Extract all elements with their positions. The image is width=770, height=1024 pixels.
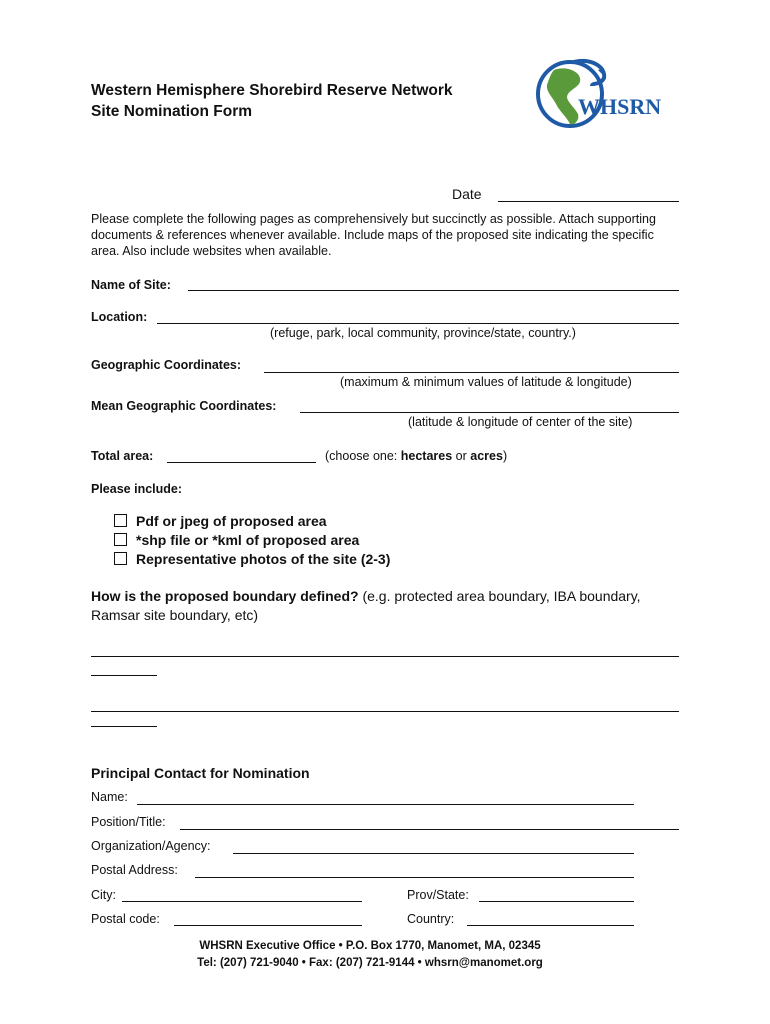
contact-prov-state-field[interactable] <box>479 901 634 902</box>
include-item-label: Representative photos of the site (2-3) <box>136 551 391 567</box>
intro-text: Please complete the following pages as comprehensively but succinctly as possible. Attach supporting documents & references whenever available. Include maps of the proposed site indicating the specific area. Also include websites when available. <box>91 212 656 258</box>
mean-geo-coords-hint: (latitude & longitude of center of the site) <box>408 415 633 429</box>
name-of-site-label: Name of Site: <box>91 278 171 292</box>
include-item-label: *shp file or *kml of proposed area <box>136 532 360 548</box>
contact-postal-code-field[interactable] <box>174 925 362 926</box>
total-area-field[interactable] <box>167 462 316 463</box>
include-item-pdf <box>114 513 327 529</box>
total-area-hint-pre: (choose one: <box>325 449 401 463</box>
total-area-or: or <box>452 449 471 463</box>
boundary-answer-line-1b[interactable] <box>91 675 157 676</box>
contact-heading: Principal Contact for Nomination <box>91 765 310 781</box>
location-label: Location: <box>91 310 148 324</box>
boundary-hint: (e.g. protected area boundary, IBA boundary, Ramsar site boundary, etc) <box>91 588 641 623</box>
geo-coords-label: Geographic Coordinates: <box>91 358 242 372</box>
date-field[interactable] <box>498 201 679 202</box>
logo-text: WHSRN <box>578 94 662 119</box>
contact-organization-field[interactable] <box>233 853 634 854</box>
include-item-label: Pdf or jpeg of proposed area <box>136 513 327 529</box>
contact-prov-state-label: Prov/State: <box>407 888 469 902</box>
total-area-hint-post: ) <box>502 449 508 463</box>
total-area-hint <box>325 449 507 463</box>
boundary-answer-line-2[interactable] <box>91 711 679 712</box>
contact-position-field[interactable] <box>180 829 679 830</box>
boundary-question-text: How is the proposed boundary defined? <box>91 588 359 604</box>
total-area-label: Total area: <box>91 449 154 463</box>
whsrn-logo <box>534 56 684 136</box>
contact-country-label: Country: <box>407 912 455 926</box>
photos-checkbox[interactable] <box>114 552 127 565</box>
name-of-site-field[interactable] <box>188 290 679 291</box>
contact-organization-label: Organization/Agency: <box>91 839 211 853</box>
form-title-line2: Site Nomination Form <box>91 103 253 120</box>
shp-checkbox[interactable] <box>114 533 127 546</box>
contact-city-field[interactable] <box>122 901 362 902</box>
boundary-answer-line-2b[interactable] <box>91 726 157 727</box>
footer-contact: Tel: (207) 721-9040 • Fax: (207) 721-9144 • whsrn@manomet.org <box>197 957 543 969</box>
boundary-answer-line-1[interactable] <box>91 656 679 657</box>
include-item-photos <box>114 551 390 567</box>
hectares-option: hectares <box>400 449 453 463</box>
please-include-label: Please include: <box>91 482 183 496</box>
contact-country-field[interactable] <box>467 925 634 926</box>
contact-position-label: Position/Title: <box>91 815 166 829</box>
geo-coords-field[interactable] <box>264 372 679 373</box>
contact-postal-code-label: Postal code: <box>91 912 160 926</box>
contact-city-label: City: <box>91 888 116 902</box>
date-label: Date <box>452 186 482 202</box>
footer-address: WHSRN Executive Office • P.O. Box 1770, Manomet, MA, 02345 <box>199 940 541 952</box>
contact-name-field[interactable] <box>137 804 634 805</box>
contact-postal-address-field[interactable] <box>195 877 634 878</box>
location-field[interactable] <box>157 323 679 324</box>
include-item-shp <box>114 532 359 548</box>
contact-postal-address-label: Postal Address: <box>91 863 178 877</box>
pdf-checkbox[interactable] <box>114 514 127 527</box>
geo-coords-hint: (maximum & minimum values of latitude & longitude) <box>340 375 632 389</box>
mean-geo-coords-field[interactable] <box>300 412 679 413</box>
location-hint: (refuge, park, local community, province/state, country.) <box>270 326 576 340</box>
acres-option: acres <box>470 449 503 463</box>
boundary-question <box>91 587 681 625</box>
form-title-line1: Western Hemisphere Shorebird Reserve Network <box>91 82 453 99</box>
mean-geo-coords-label: Mean Geographic Coordinates: <box>91 399 277 413</box>
contact-name-label: Name: <box>91 790 128 804</box>
